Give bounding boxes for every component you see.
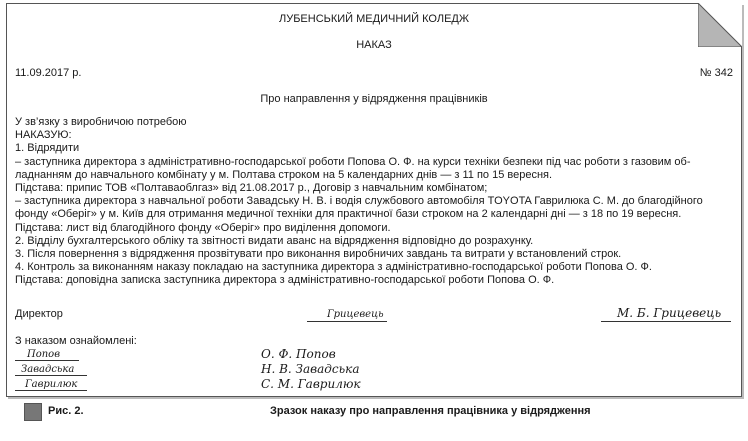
body-line: 3. Після повернення з відрядження прозвітувати про виконання виробничих завдань та витрати у встановлений строк.: [15, 248, 622, 261]
body-line: Підстава: доповідна записка заступника директора з адміністративно-господарської роботи Попова О. Ф.: [15, 274, 555, 287]
document-sheet: [6, 3, 742, 397]
signature-line: [15, 390, 87, 391]
acquaintance-title: З наказом ознайомлені:: [15, 335, 137, 347]
body-line: 1. Відрядити: [15, 142, 80, 155]
body-line: ладнанням до навчального комбінату у м. Полтава строком на 5 календарних днів — з 11 по 15 вересня.: [15, 168, 553, 181]
signer-position: Директор: [15, 308, 63, 320]
body-line: – заступника директора з навчальної роботи Завадську Н. В. і водія службового автомобіля TOYOTA Гаврилюка С. М. до благодійного: [15, 195, 703, 208]
order-body: [15, 116, 733, 288]
body-line: У зв’язку з виробничою потребою: [15, 116, 187, 128]
director-signature: Грицевець: [327, 309, 384, 320]
body-line: Підстава: припис ТОВ «Полтаваоблгаз» від 21.08.2017 р., Договір з навчальним комбінатом;: [15, 182, 488, 195]
figure-label: Рис. 2.: [48, 405, 84, 417]
body-line: – заступника директора з адміністративно-господарської роботи Попова О. Ф. на курси техніки безпеки під час роботи з газовим об-: [15, 155, 691, 168]
body-line: фонду «Оберіг» у м. Київ для отримання медичної техніки для практичної бази строком на 2 календарні дні — з 18 по 19 вересня.: [15, 208, 682, 221]
signature-line: [601, 321, 731, 322]
acquaintance-signature: Завадська: [21, 364, 75, 375]
acquaintance-signature: Гаврилюк: [25, 379, 78, 390]
acquaintance-name: О. Ф. Попов: [261, 347, 336, 361]
document-type: НАКАЗ: [356, 39, 392, 51]
order-number: № 342: [699, 67, 733, 79]
signer-name: М. Б. Грицевець: [617, 306, 722, 320]
signature-line: [307, 321, 387, 322]
college-name: ЛУБЕНСЬКИЙ МЕДИЧНИЙ КОЛЕДЖ: [278, 13, 470, 25]
acquaintance-name: Н. В. Завадська: [261, 362, 360, 376]
figure-caption: Зразок наказу про направлення працівника у відрядження: [270, 405, 591, 417]
acquaintance-name: С. М. Гаврилюк: [261, 377, 361, 391]
signature-line: [15, 375, 87, 376]
acquaintance-signature: Попов: [27, 349, 61, 360]
figure-marker-icon: [24, 403, 42, 421]
signature-line: [15, 360, 79, 361]
order-subject: Про направлення у відрядження працівників: [260, 93, 488, 105]
body-line: Підстава: лист від благодійного фонду «Оберіг» про виділення допомоги.: [15, 221, 391, 234]
order-date: 11.09.2017 р.: [15, 67, 82, 79]
body-line: НАКАЗУЮ:: [15, 129, 72, 142]
body-line: 2. Відділу бухгалтерського обліку та звітності видати аванс на відрядження відповідно до розрахунку.: [15, 234, 534, 247]
body-line: 4. Контроль за виконанням наказу покладаю на заступника директора з адміністративно-господарської роботи Попова О. Ф.: [15, 261, 652, 274]
